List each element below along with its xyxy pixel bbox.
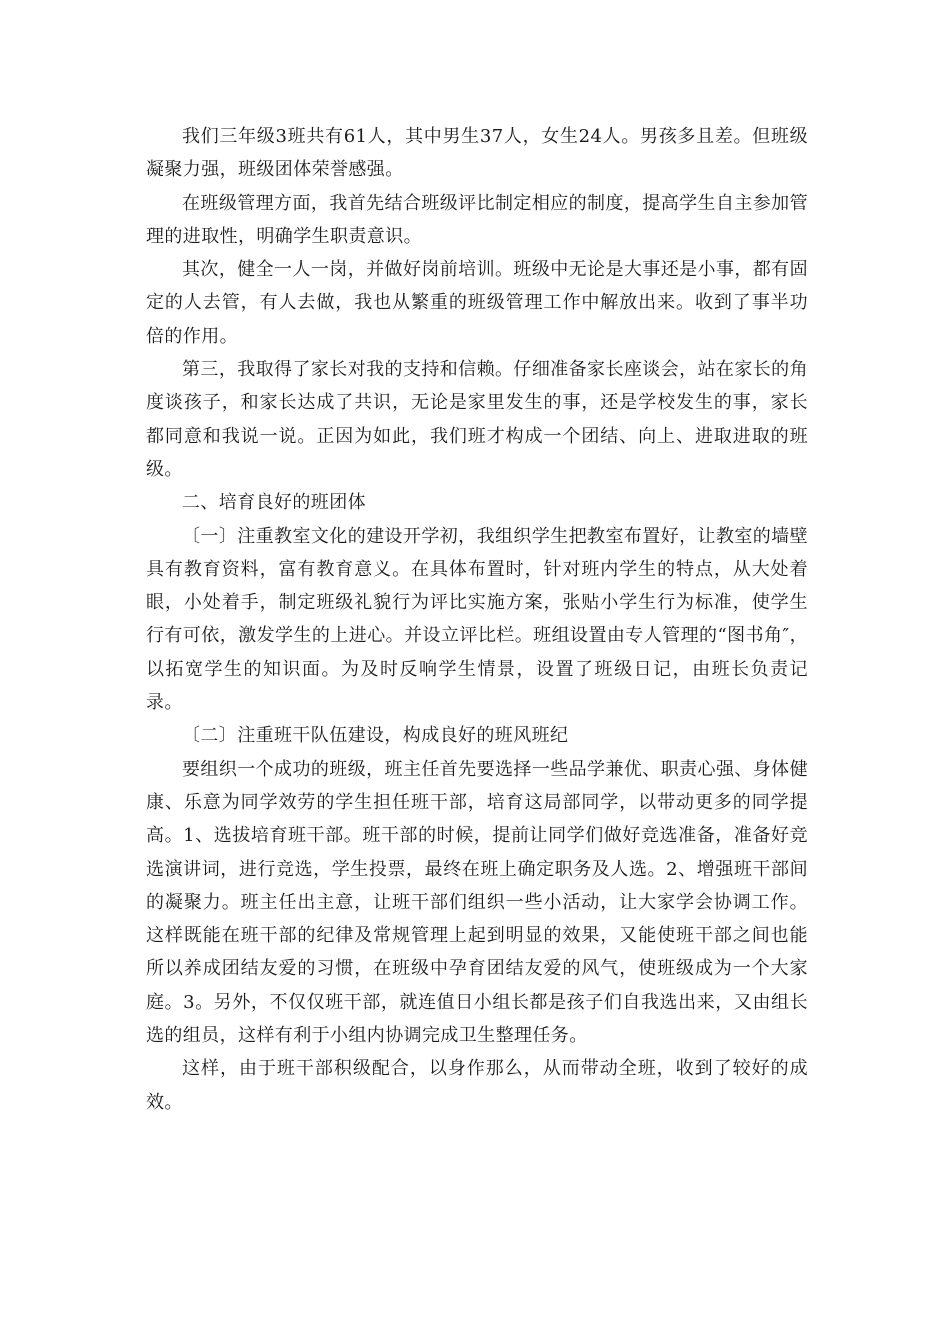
section-heading-good-class-group: 二、培育良好的班团体 (182, 492, 366, 514)
paragraph-class-management: 在班级管理方面，我首先结合班级评比制定相应的制度，提高学生自主参加管理的进取性，明确学生职责意识。 (146, 192, 808, 247)
document-body (146, 120, 808, 1119)
paragraph-classroom-culture: 〔一〕注重教室文化的建设开学初，我组织学生把教室布置好，让教室的墙壁具有教育资料，富有教育意义。在具体布置时，针对班内学生的特点，从大处着眼，小处着手，制定班级礼貌行为评比实施方案，张贴小学生行为标准，使学生行有可依，激发学生的上进心。并设立评比栏。班组设置由专人管理的“图书角″，以拓宽学生的知识面。为及时反响学生情景，设置了班级日记，由班长负责记录。 (146, 525, 808, 714)
paragraph-class-overview: 我们三年级3班共有61人，其中男生37人，女生24人。男孩多且差。但班级凝聚力强，班级团体荣誉感强。 (146, 126, 808, 181)
paragraph-class-cadre-building: 要组织一个成功的班级，班主任首先要选择一些品学兼优、职责心强、身体健康、乐意为同学效劳的学生担任班干部，培育这局部同学，以带动更多的同学提高。1、选拔培育班干部。班干部的时候，提前让同学们做好竞选准备，准备好竞选演讲词，进行竞选，学生投票，最终在班上确定职务及人选。2、增强班干部间的凝聚力。班主任出主意，让班干部们组织一些小活动，让大家学会协调工作。这样既能在班干部的纪律及常规管理上起到明显的效果，又能使班干部之间也能所以养成团结友爱的习惯，在班级中孕育团结友爱的风气，使班级成为一个大家庭。3。另外，不仅仅班干部，就连值日小组长都是孩子们自我选出来，又由组长选的组员，这样有利于小组内协调完成卫生整理任务。 (146, 758, 808, 1047)
paragraph-parent-support: 第三，我取得了家长对我的支持和信赖。仔细准备家长座谈会，站在家长的角度谈孩子，和家长达成了共识，无论是家里发生的事，还是学校发生的事，家长都同意和我说一说。正因为如此，我们班才构成一个团结、向上、进取进取的班级。 (146, 359, 808, 480)
subsection-heading-class-cadre: 〔二〕注重班干队伍建设，构成良好的班风班纪 (182, 725, 569, 747)
paragraph-results: 这样，由于班干部积级配合，以身作那么，从而带动全班，收到了较好的成效。 (146, 1058, 808, 1113)
paragraph-one-person-one-post: 其次，健全一人一岗，并做好岗前培训。班级中无论是大事还是小事，都有固定的人去管，有人去做，我也从繁重的班级管理工作中解放出来。收到了事半功倍的作用。 (146, 259, 808, 347)
